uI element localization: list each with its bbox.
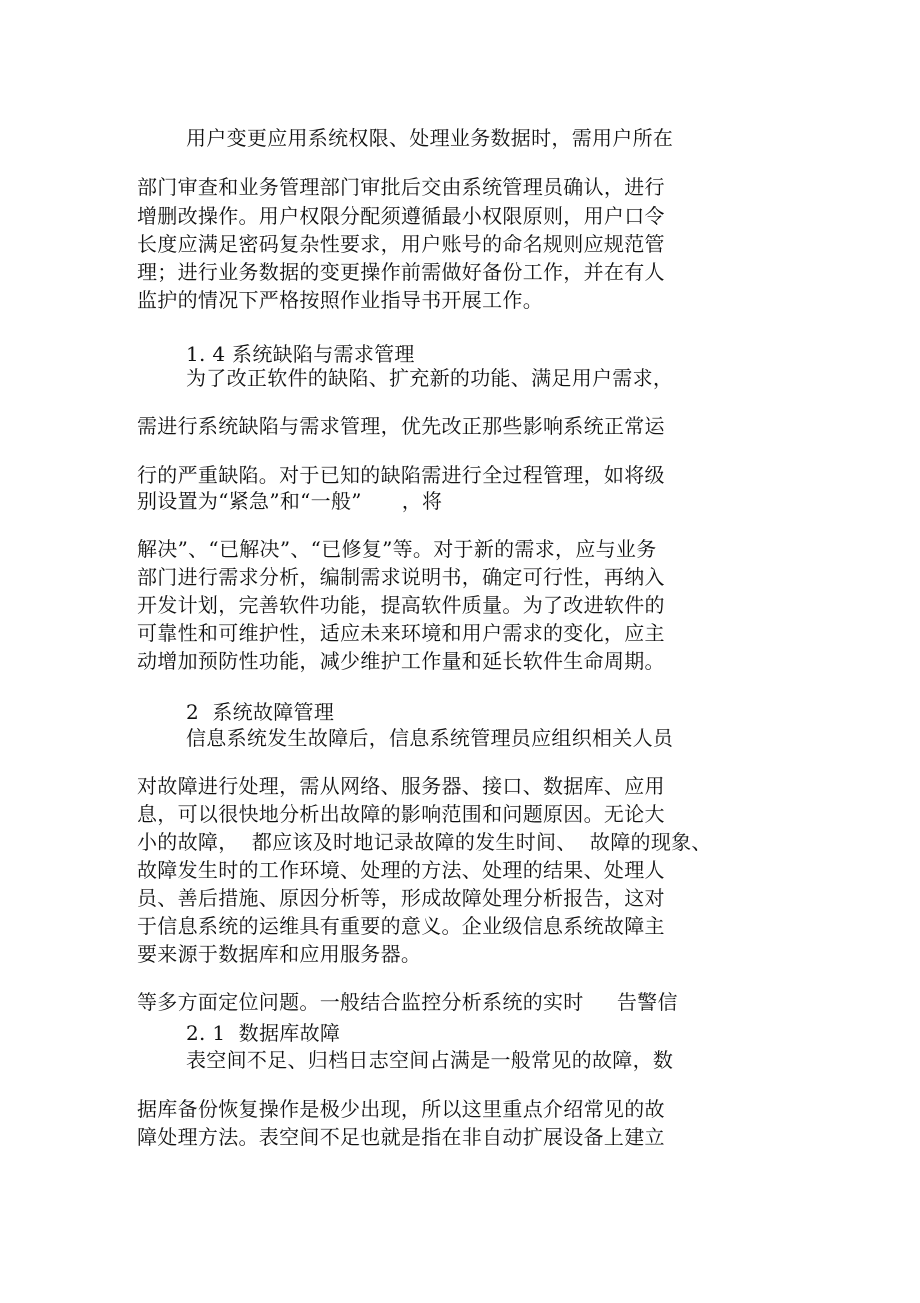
paragraph-line: 据库备份恢复操作是极少出现，所以这里重点介绍常见的故 bbox=[137, 1097, 665, 1121]
paragraph-line: 长度应满足密码复杂性要求，用户账号的命名规则应规范管 bbox=[137, 232, 665, 256]
section-heading: 2 系统故障管理 bbox=[186, 700, 335, 724]
paragraph-line: 开发计划，完善软件功能，提高软件质量。为了改进软件的 bbox=[137, 593, 665, 617]
paragraph-line: 解决”、“已解决”、“已修复”等。对于新的需求，应与业务 bbox=[137, 537, 657, 561]
paragraph-line: 部门进行需求分析，编制需求说明书，确定可行性，再纳入 bbox=[137, 565, 665, 589]
paragraph-line: 理；进行业务数据的变更操作前需做好备份工作，并在有人 bbox=[137, 260, 665, 284]
paragraph-line: 员、善后措施、原因分析等，形成故障处理分析报告，这对 bbox=[137, 886, 665, 910]
paragraph-line: 对故障进行处理，需从网络、服务器、接口、数据库、应用 bbox=[137, 774, 665, 798]
paragraph-line: 为了改正软件的缺陷、扩充新的功能、满足用户需求， bbox=[186, 366, 674, 390]
paragraph-line: 障处理方法。表空间不足也就是指在非自动扩展设备上建立 bbox=[137, 1125, 665, 1149]
paragraph-line: 部门审查和业务管理部门审批后交由系统管理员确认，进行 bbox=[137, 175, 665, 199]
paragraph-line: 别设置为“紧急”和“一般” ，将 bbox=[137, 489, 443, 513]
paragraph-line: 可靠性和可维护性，适应未来环境和用户需求的变化，应主 bbox=[137, 621, 665, 645]
paragraph-line: 息，可以很快地分析出故障的影响范围和问题原因。无论大 bbox=[137, 802, 665, 826]
paragraph-line: 信息系统发生故障后，信息系统管理员应组织相关人员 bbox=[186, 726, 674, 750]
paragraph-line: 需进行系统缺陷与需求管理，优先改正那些影响系统正常运 bbox=[137, 414, 665, 438]
paragraph-line: 用户变更应用系统权限、处理业务数据时，需用户所在 bbox=[186, 126, 674, 150]
section-heading: 2. 1 数据库故障 bbox=[186, 1021, 341, 1045]
paragraph-line: 动增加预防性功能，减少维护工作量和延长软件生命周期。 bbox=[137, 649, 665, 673]
paragraph-line: 行的严重缺陷。对于已知的缺陷需进行全过程管理，如将级 bbox=[137, 463, 665, 487]
paragraph-line: 监护的情况下严格按照作业指导书开展工作。 bbox=[137, 288, 543, 312]
paragraph-line: 增删改操作。用户权限分配须遵循最小权限原则，用户口令 bbox=[137, 204, 665, 228]
paragraph-line: 要来源于数据库和应用服务器。 bbox=[137, 942, 422, 966]
paragraph-line: 小的故障， 都应该及时地记录故障的发生时间、 故障的现象、 bbox=[137, 830, 712, 854]
paragraph-line: 于信息系统的运维具有重要的意义。企业级信息系统故障主 bbox=[137, 914, 665, 938]
paragraph-line: 表空间不足、归档日志空间占满是一般常见的故障，数 bbox=[186, 1048, 674, 1072]
section-heading: 1. 4 系统缺陷与需求管理 bbox=[186, 342, 415, 366]
paragraph-line: 等多方面定位问题。一般结合监控分析系统的实时 告警信 bbox=[137, 990, 678, 1014]
paragraph-line: 故障发生时的工作环境、处理的方法、处理的结果、处理人 bbox=[137, 858, 665, 882]
